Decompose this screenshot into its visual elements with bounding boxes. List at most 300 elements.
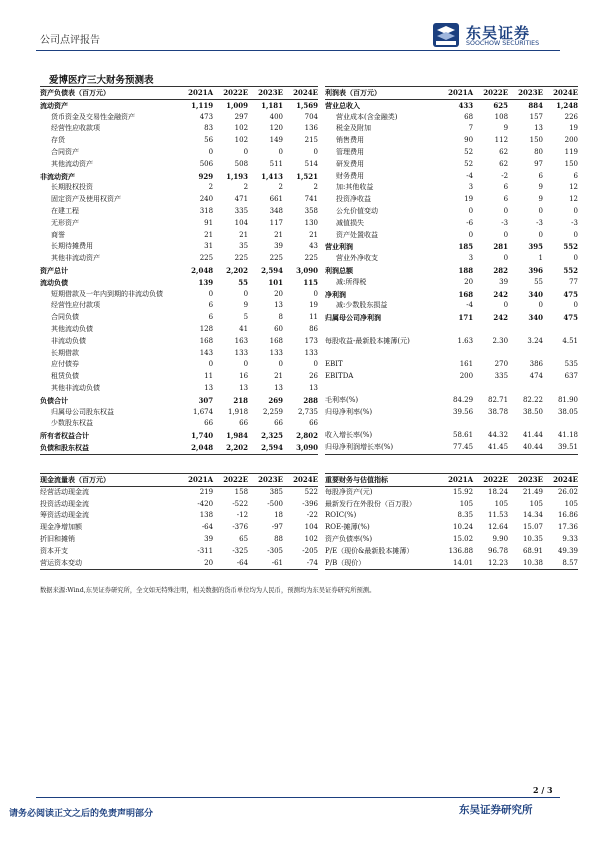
value-cell: 55 [238,277,249,287]
value-cell: 117 [269,218,283,227]
value-cell: 281 [493,242,509,252]
table-row [325,510,578,522]
value-cell: -6 [466,218,474,227]
value-cell: 741 [304,195,318,204]
row-label [325,418,438,430]
value-cell: 11.53 [488,511,509,520]
table-title-cell: 重要财务与估值指标 [325,474,438,487]
table-row [40,442,318,454]
value-cell: -2 [501,171,509,180]
value-cell: 508 [234,159,249,168]
row-label: 收入增长率(%) [325,431,373,440]
year-header-cell: 2022E [473,474,508,487]
table-header-row [40,87,318,100]
value-cell: -522 [232,499,249,508]
row-label: ROE-摊薄(%) [325,523,370,532]
value-cell: 1,413 [261,171,283,181]
table-row [40,371,318,383]
value-cell [438,418,473,430]
row-label: 非流动负债 [51,336,86,345]
value-cell: 9.33 [562,534,578,543]
value-cell: 185 [458,242,474,252]
row-label: 非流动资产 [40,171,75,181]
value-cell: 0 [573,254,578,263]
row-label: 最新发行在外股份（百万股） [325,499,416,508]
row-label: 租赁负债 [51,372,79,381]
value-cell: 1,569 [296,100,318,110]
table-row [325,486,578,498]
value-cell: 2.30 [492,336,509,345]
row-label: 折旧和摊销 [40,534,75,543]
value-cell: 80 [534,147,543,156]
row-label: 少数股东权益 [51,419,93,428]
row-label: 加:其他收益 [336,183,374,192]
value-cell: 1,009 [226,100,249,110]
row-label: 投资净收益 [336,195,371,204]
value-cell: 41.45 [473,442,508,454]
page-number: 2 / 3 [533,785,553,795]
value-cell: 96.78 [488,546,509,555]
table-row [325,159,578,171]
income-statement-table [325,86,578,455]
value-cell [438,348,473,360]
table-row [40,336,318,348]
value-cell: 1,193 [226,171,249,181]
table-row [325,147,578,159]
value-cell: 66 [239,419,249,428]
row-label: 归母净利润增长率(%) [325,442,438,454]
value-cell: 2 [243,183,249,192]
disclaimer-text: 请务必阅读正文之后的免责声明部分 [9,809,154,819]
value-cell: -61 [248,558,283,570]
row-label [325,324,438,336]
row-label: 销售费用 [336,136,364,145]
row-label: 投资活动现金流 [40,499,89,508]
value-cell: 307 [198,395,214,405]
value-cell: 13 [204,383,214,392]
table-row [40,418,318,430]
value-cell: 52 [464,159,474,168]
table-header-row [40,474,318,487]
value-cell: 226 [564,112,578,121]
value-cell: 0 [313,147,318,156]
value-cell [543,383,578,395]
row-label: 利润总额 [325,265,353,275]
value-cell: 225 [269,254,283,263]
value-cell: 66 [204,419,214,428]
row-label: 经营性应付款项 [51,301,100,310]
value-cell: 158 [234,487,249,496]
value-cell: 21 [274,230,283,239]
value-cell: 340 [528,289,543,299]
row-label: 每股净资产(元) [325,487,373,496]
value-cell: 81.90 [557,395,578,404]
row-label: 筹资活动现金流 [40,511,89,520]
value-cell: 168 [199,336,214,345]
value-cell: 1,119 [191,100,214,110]
value-cell: 3,090 [296,265,318,275]
value-cell: 133 [269,348,283,357]
value-cell: 6 [503,195,509,204]
table-row [40,112,318,124]
value-cell: 133 [234,348,249,357]
value-cell: 0 [538,301,543,310]
value-cell: 625 [493,100,509,110]
value-cell: 104 [304,523,318,532]
row-label: 归属母公司净利润 [325,313,381,323]
value-cell: 38.50 [522,407,543,416]
row-label: 税金及附加 [336,124,371,133]
value-cell: 0 [538,206,543,215]
value-cell: 68 [464,112,474,121]
value-cell: 12 [569,183,578,192]
row-label [325,383,438,395]
table-row [325,218,578,230]
value-cell: 318 [199,206,214,215]
year-header-cell: 2022E [213,474,248,487]
row-label: 净利润 [325,289,346,299]
table-row [325,277,578,289]
table-title-cell: 利润表（百万元） [325,87,438,100]
value-cell: 3 [468,183,474,192]
value-cell: 219 [199,487,214,496]
value-cell: 136 [304,124,318,133]
row-label: 存货 [51,136,65,145]
value-cell: 1,740 [191,431,214,441]
value-cell: 44.32 [488,431,509,440]
table-row [325,546,578,558]
value-cell: 15.07 [522,523,543,532]
table-title-cell: 现金流量表（百万元） [40,474,178,487]
year-header-cell: 2024E [543,474,578,487]
value-cell: 41.44 [522,431,543,440]
value-cell: 200 [459,372,474,381]
row-label: 其他非流动负债 [51,383,100,392]
value-cell: -4 [466,301,474,310]
table-row [40,312,318,324]
value-cell [508,348,543,360]
value-cell: 2 [278,183,283,192]
value-cell: 163 [234,336,249,345]
value-cell: 66 [309,419,318,428]
value-cell: 13 [309,383,318,392]
table-row [325,442,578,454]
value-cell: 105 [494,499,509,508]
value-cell: 637 [564,372,578,381]
value-cell: 475 [563,289,578,299]
row-label: 营业总收入 [325,100,360,110]
cash-flow-table [40,473,318,570]
value-cell: 18.24 [488,487,509,496]
value-cell: 8.35 [457,511,474,520]
value-cell: 0 [243,289,249,298]
value-cell: 552 [563,242,578,252]
value-cell: 86 [309,324,318,333]
value-cell: 511 [269,159,283,168]
year-header-cell: 2024E [283,87,318,100]
table-row [40,159,318,171]
value-cell: 26.02 [557,487,578,496]
value-cell: 514 [304,159,318,168]
value-cell: 0 [313,289,318,298]
table-row [40,171,318,183]
table-row [40,546,318,558]
value-cell: 2,802 [296,431,318,441]
table-row [40,348,318,360]
year-header-cell: 2023E [248,474,283,487]
value-cell: 88 [274,534,283,543]
footer-divider [36,797,560,798]
value-cell: 242 [493,313,509,323]
value-cell: 9 [538,183,543,192]
value-cell: 157 [529,112,543,121]
value-cell [543,348,578,360]
value-cell: 0 [573,301,578,310]
value-cell: 6 [208,301,214,310]
value-cell: -305 [267,546,283,555]
value-cell: 11 [204,372,214,381]
value-cell: 0 [503,206,509,215]
table-row [325,499,578,511]
value-cell: 2,325 [261,431,283,441]
value-cell: 2,048 [191,265,214,275]
table-row [325,430,578,442]
value-cell: 19 [464,195,474,204]
value-cell: 16 [239,372,249,381]
value-cell: 91 [204,218,214,227]
value-cell: 3 [468,254,474,263]
value-cell: 39 [274,242,283,251]
table-row [325,522,578,534]
row-label: 固定资产及使用权资产 [51,195,121,204]
year-header-cell: 2022E [213,87,248,100]
value-cell: 102 [234,124,249,133]
value-cell: 242 [493,289,509,299]
table-row [325,383,578,395]
value-cell: 1,918 [228,407,249,416]
value-cell: 661 [269,195,283,204]
value-cell: 340 [528,313,543,323]
value-cell: 66 [274,419,283,428]
value-cell: 119 [564,147,578,156]
value-cell: 133 [304,348,318,357]
value-cell: 0 [243,147,249,156]
row-label: 所有者权益合计 [40,431,89,441]
value-cell: 83 [204,124,214,133]
value-cell: 0 [243,360,249,369]
table-row [40,277,318,289]
value-cell: 14.01 [438,558,473,570]
value-cell: 138 [199,511,214,520]
value-cell: 386 [529,360,543,369]
value-cell: 335 [494,372,509,381]
row-label: ROIC(%) [325,511,357,520]
value-cell [473,348,508,360]
value-cell: 8.57 [543,558,578,570]
value-cell: 161 [459,360,474,369]
row-label: 货币资金及交易性金融资产 [51,112,135,121]
table-row [325,348,578,360]
value-cell: 4.51 [562,336,578,345]
soochow-logo-icon [432,22,460,48]
value-cell: 269 [268,395,283,405]
value-cell: 9 [243,301,249,310]
row-label: 研发费用 [336,159,364,168]
value-cell: 136.88 [448,546,474,555]
value-cell: 2,202 [226,265,249,275]
table-row [325,534,578,546]
value-cell: 288 [303,395,318,405]
row-label: 应付债券 [51,360,79,369]
value-cell: -3 [536,218,543,227]
value-cell: 0 [208,289,214,298]
table-row [40,359,318,371]
value-cell: 13 [239,383,249,392]
row-label: 经营性应收款项 [51,124,100,133]
table-row [40,300,318,312]
value-cell: 1,181 [261,100,283,110]
value-cell: 1,674 [193,407,214,416]
year-header-cell: 2024E [283,474,318,487]
value-cell: 40.44 [508,442,543,454]
value-cell: 150 [529,136,543,145]
row-label: 减:少数股东损益 [336,301,388,310]
table-row [325,265,578,277]
key-metrics-table [325,473,578,570]
value-cell: 21 [204,230,214,239]
table-row [40,230,318,242]
value-cell: 2,259 [262,407,283,416]
value-cell: 77 [569,277,578,286]
value-cell: 297 [234,112,249,121]
value-cell: -3 [501,218,509,227]
value-cell: 21 [239,230,249,239]
year-header-cell: 2021A [178,87,213,100]
institute-name: 东吴证券研究所 [459,804,533,816]
row-label: 现金净增加额 [40,523,82,532]
value-cell: 60 [274,324,283,333]
value-cell: -420 [197,499,214,508]
row-label: 毛利率(%) [325,395,359,404]
value-cell: -74 [283,558,318,570]
value-cell: 12.23 [473,558,508,570]
value-cell: 13 [274,383,283,392]
value-cell: 2,735 [297,407,318,416]
value-cell: 506 [199,159,214,168]
table-row [40,510,318,522]
value-cell: 0 [573,230,578,239]
value-cell: 143 [199,348,214,357]
table-row [40,265,318,277]
table-row [325,312,578,324]
value-cell [543,324,578,336]
year-header-cell: 2022E [473,87,508,100]
value-cell: 14.34 [522,511,543,520]
table-row [40,147,318,159]
value-cell: 3,090 [283,442,318,454]
table-row [40,135,318,147]
value-cell: -325 [232,546,249,555]
year-header-cell: 2023E [248,87,283,100]
value-cell: 77.45 [438,442,473,454]
value-cell: 200 [564,136,578,145]
value-cell: 2,594 [261,265,283,275]
data-source-note: 数据来源:Wind,东吴证券研究所，全文如无特殊注明，相关数据的货币单位均为人民币，预测均为东吴证券研究所预测。 [40,587,376,594]
table-row [325,253,578,265]
value-cell: 41 [239,324,249,333]
value-cell: 10.38 [508,558,543,570]
value-cell [473,418,508,430]
value-cell: 535 [564,360,578,369]
value-cell: 130 [304,218,318,227]
table-row [325,112,578,124]
table-row [325,395,578,407]
table-row [40,534,318,546]
value-cell: 6 [503,183,509,192]
year-header-cell: 2021A [178,474,213,487]
row-label: 资产负债率(%) [325,534,373,543]
value-cell: 225 [234,254,249,263]
value-cell: 1,521 [296,171,318,181]
value-cell: 0 [208,147,214,156]
value-cell: 21 [309,230,318,239]
row-label: 合同负债 [51,313,79,322]
table-row [40,430,318,442]
value-cell: 2 [313,183,318,192]
row-label: 资产总计 [40,265,68,275]
value-cell: 0 [278,147,283,156]
row-label: 长期借款 [51,348,79,357]
value-cell: 21.49 [522,487,543,496]
table-row [40,182,318,194]
row-label: 无形资产 [51,218,79,227]
value-cell: -64 [213,558,248,570]
value-cell: 215 [304,136,318,145]
value-cell: 552 [563,265,578,275]
year-header-cell: 2023E [508,474,543,487]
value-cell: 6 [538,171,543,180]
value-cell: 2,048 [178,442,213,454]
value-cell [438,383,473,395]
value-cell: 58.61 [453,431,474,440]
value-cell: 0 [313,360,318,369]
value-cell [508,418,543,430]
value-cell: 13 [534,124,543,133]
value-cell: 475 [563,313,578,323]
value-cell: -4 [466,171,474,180]
value-cell: 0 [468,206,474,215]
row-label: 短期借款及一年内到期的非流动负债 [51,289,163,298]
value-cell: -376 [232,523,249,532]
value-cell: 49.39 [557,546,578,555]
value-cell: 1,984 [226,431,249,441]
table-row [325,336,578,348]
value-cell: 82.71 [488,395,509,404]
table-row [325,407,578,419]
table-row [325,418,578,430]
value-cell: 39.51 [543,442,578,454]
year-header-cell: 2024E [543,87,578,100]
value-cell: 12 [569,195,578,204]
value-cell: 5 [243,313,249,322]
value-cell: 225 [199,254,214,263]
value-cell: 112 [494,136,509,145]
value-cell: 474 [529,372,543,381]
table-title-cell: 资产负债表（百万元） [40,87,178,100]
value-cell: 102 [234,136,249,145]
value-cell: 20 [274,289,283,298]
value-cell: 282 [493,265,509,275]
